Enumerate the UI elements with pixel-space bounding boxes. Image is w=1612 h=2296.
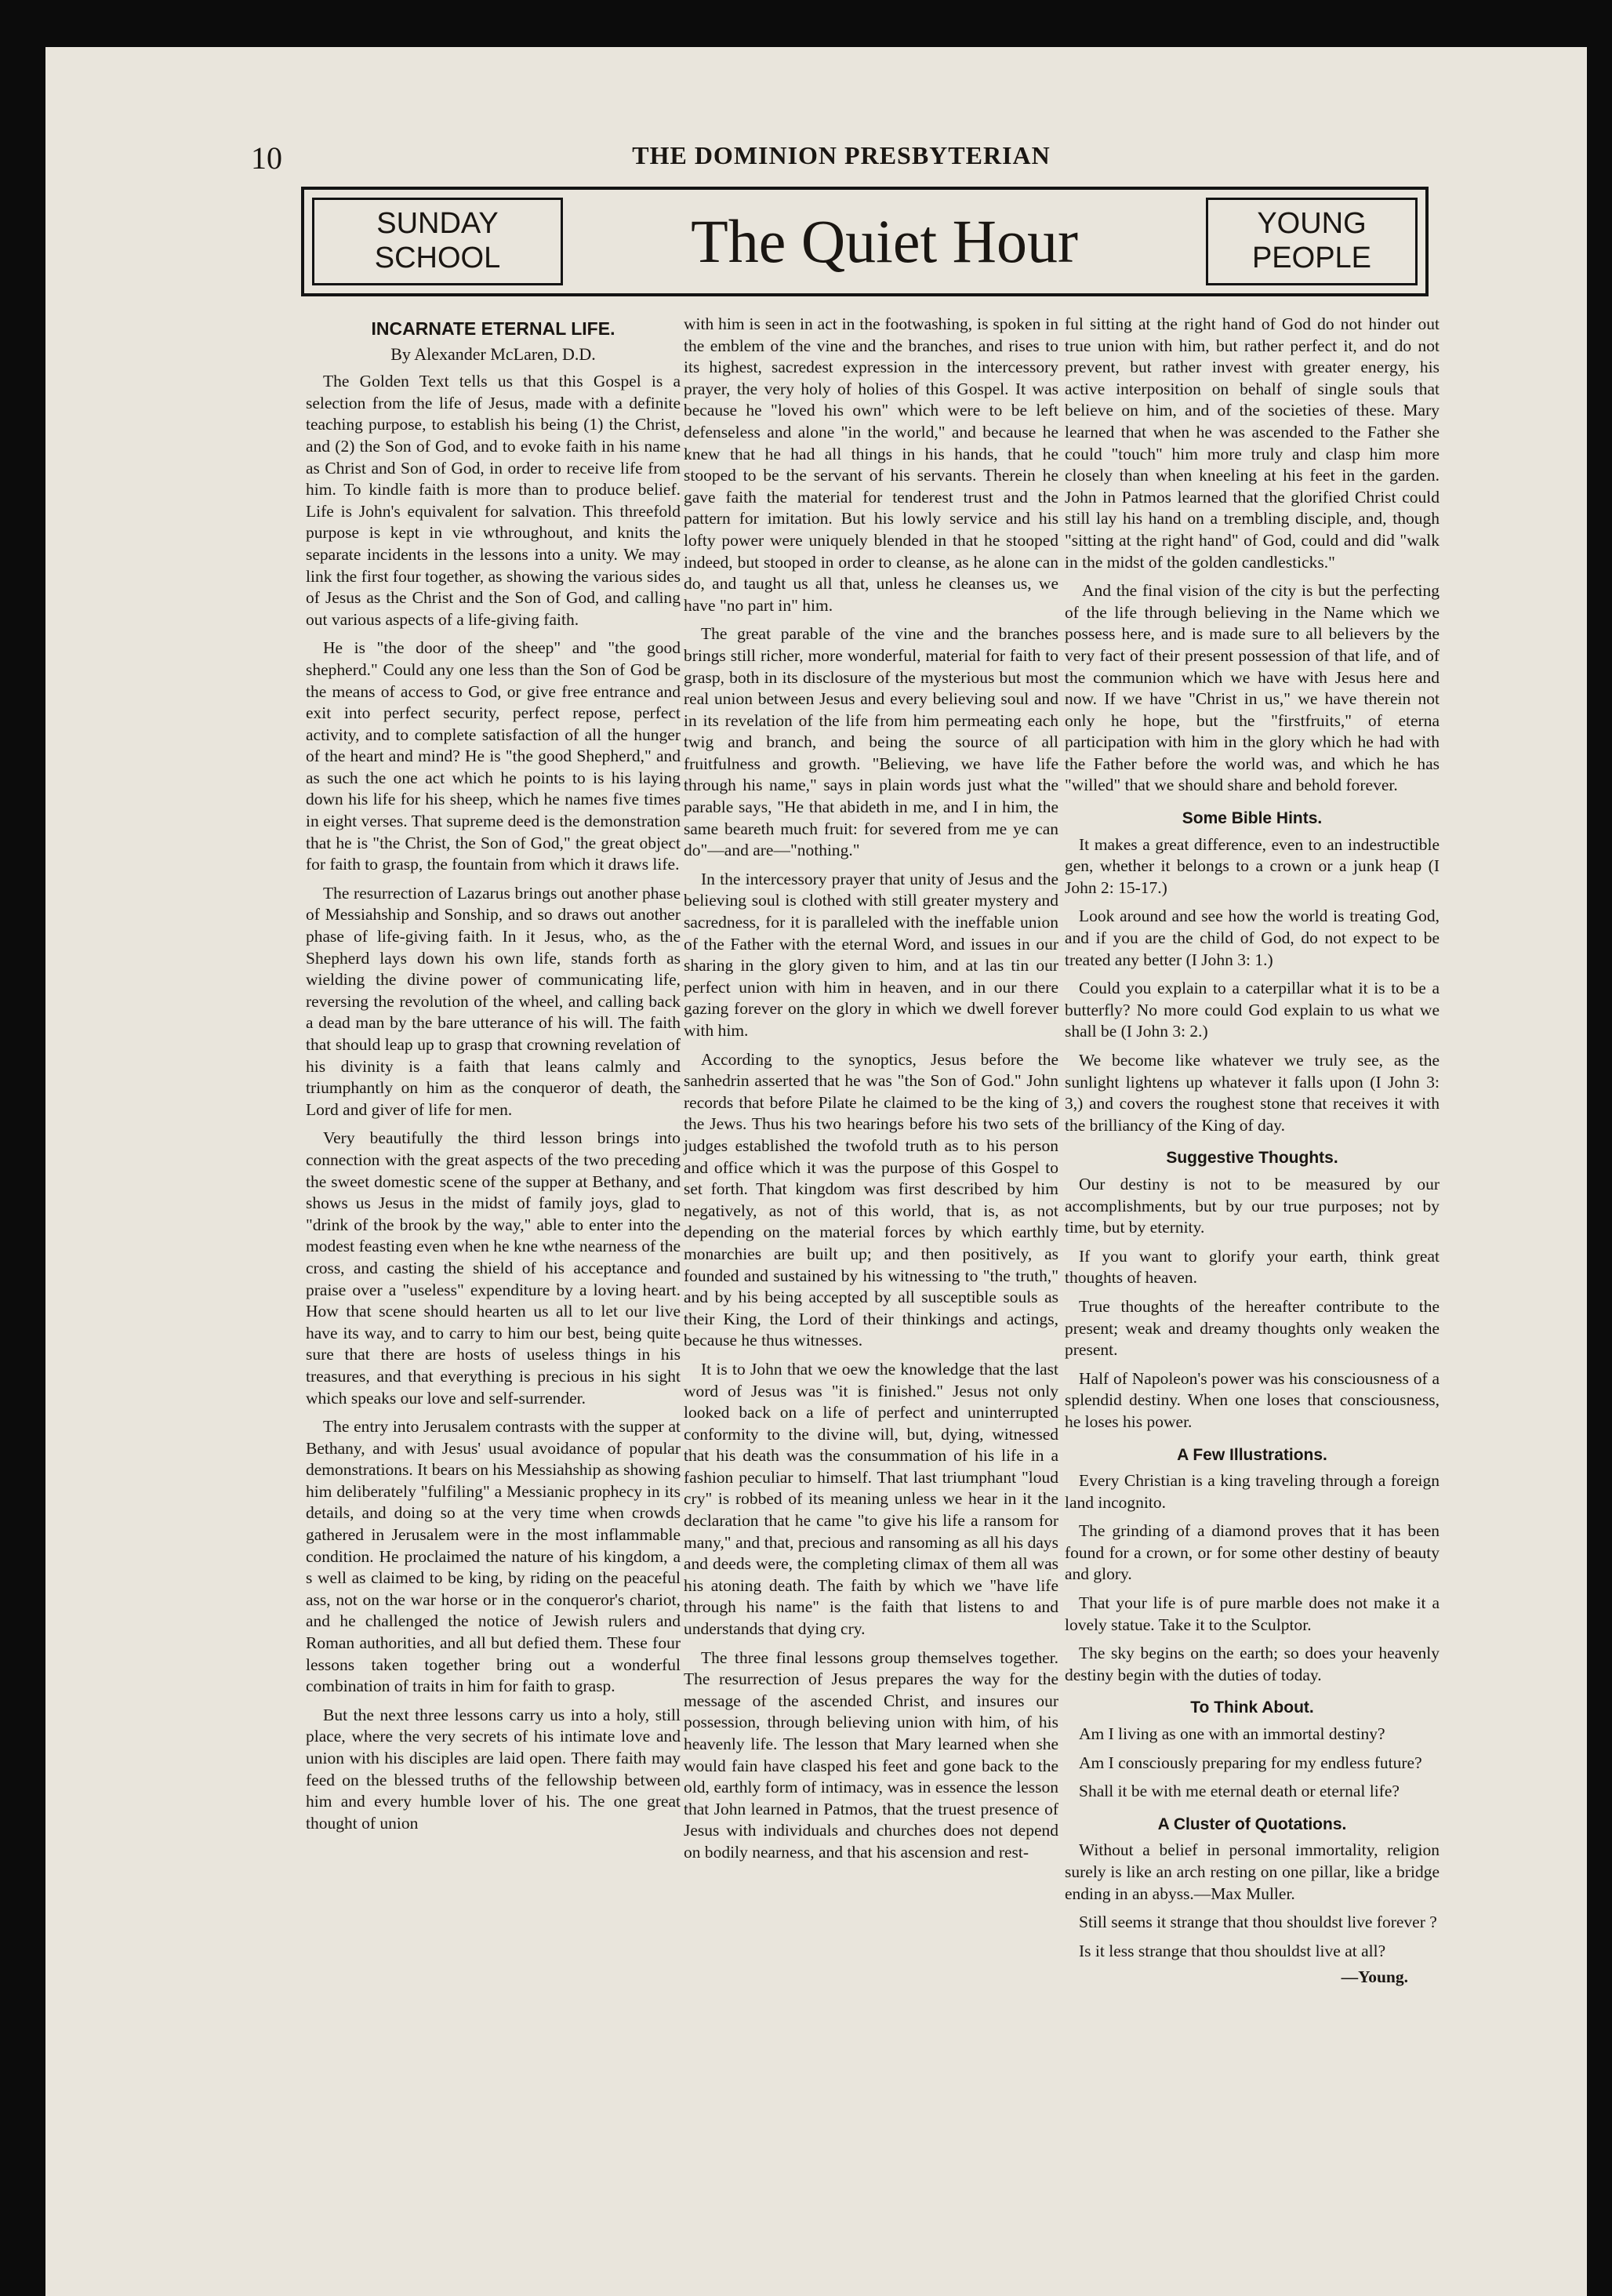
illustration-item: The sky begins on the earth; so does your heavenly destiny begin with the duties of today.: [1065, 1644, 1440, 1684]
hint-item: It makes a great difference, even to an indestructible gen, whether it belongs to a crown or a junk heap (I John 2: 15-17.): [1065, 834, 1440, 897]
quotation-item: Without a belief in personal immortality, religion surely is like an arch resting on one pillar, like a bridge ending in an abyss.—Max Muller.: [1065, 1840, 1440, 1903]
illustrations-heading: A Few Illustrations.: [1177, 1445, 1327, 1464]
column-1: [306, 314, 681, 1834]
hint-item: We become like whatever we truly see, as the sunlight lightens up whatever it falls upon (I John 3: 3,) and covers the roughest stone that receives it with the brilliancy of the King of day.: [1065, 1051, 1440, 1135]
section-title: The Quiet Hour: [691, 207, 1078, 275]
thoughts-heading: Suggestive Thoughts.: [1166, 1149, 1338, 1168]
paragraph: And the final vision of the city is but the perfecting of the life through believing in the Name which we possess here, and is made sure to all believers by the very fact of their present possession of that life, and of the communion which we have with Jesus here and now. If we have "Christ in us," we have therein not only he hope, but the "firstfruits," of eterna participation with him in the glory which he had with the Father before the world was, and which he has "willed" that we should share and behold forever.: [1065, 581, 1440, 795]
paragraph: Very beautifully the third lesson brings into connection with the great aspects of the two preceding the sweet domestic scene of the supper at Bethany, and shows us Jesus in the midst of family joys, glad to "drink of the brook by the way," able to enter into the modest feasting even when he kne wthe nearness of the cross, and casting the shield of his acceptance and praise over a "useless" expenditure by a loving heart. How that scene should hearten us all to let our live have its way, and to carry to him our best, being quite sure that there are hosts of useless things in his treasures, and that everything is precious in his sight which speaks our love and self-surrender.: [306, 1128, 681, 1408]
think-about-heading: To Think About.: [1190, 1698, 1314, 1717]
banner-right-line2: PEOPLE: [1251, 242, 1372, 274]
hints-section: [1065, 808, 1440, 1989]
thought-item: True thoughts of the hereafter contribute to the present; weak and dreamy thoughts only weaken the present.: [1065, 1296, 1440, 1360]
paragraph: The three final lessons group themselves together. The resurrection of Jesus prepares the way for the message of the ascended Christ, and insures our possession, through believing union with him, of his heavenly life. The lesson that Mary learned when she would fain have clasped his feet and gone back to the old, earthly form of intimacy, was in essence the lesson that John learned in Patmos, that the truest presence of Jesus with individuals and churches does not depend on bodily nearness, and that his ascension and rest-: [684, 1648, 1058, 1862]
quotation-attribution: —Young.: [1341, 1967, 1408, 1987]
paragraph: In the intercessory prayer that unity of Jesus and the believing soul is clothed with still greater mystery and sacredness, for it is paralleled with the ineffable union of the Father with the eternal Word, and issues in our sharing in the glory given to him, and at las tin our perfect union with him in heaven, and in our there gazing forever on the glory in which we dwell forever with him.: [684, 869, 1058, 1040]
illustration-item: That your life is of pure marble does not make it a lovely statue. Take it to the Sculptor.: [1065, 1593, 1440, 1634]
hint-item: Look around and see how the world is treating God, and if you are the child of God, do not expect to be treated any better (I John 3: 1.): [1065, 906, 1440, 969]
paragraph: The great parable of the vine and the branches brings still richer, more wonderful, material for faith to grasp, both in its disclosure of the mysterious but most real union between Jesus and every believing soul and in its revelation of the life from him permeating each twig and branch, and being the source of all fruitfulness and growth. "Believing, we have life through his name," says in plain words just what the parable says, "He that abideth in me, and I in him, the same beareth much fruit: for severed from me ye can do"—and are—"nothing.": [684, 624, 1058, 860]
illustration-item: Every Christian is a king traveling through a foreign land incognito.: [1065, 1471, 1440, 1512]
banner-left-line2: SCHOOL: [374, 242, 501, 274]
column-3: [1065, 314, 1440, 1989]
paragraph: It is to John that we oew the knowledge that the last word of Jesus was "it is finished." Jesus not only looked back on a life of perfect and uninterrupted conformity to the divine will, but, dying, witnessed that his death was the consummation of his life in a fashion peculiar to himself. That last triumphant "loud cry" is robbed of its meaning unless we hear in it the declaration that he came "to give his life a ransom for many," and that, precious and ransoming as all his days and deeds were, the completing climax of them all was his atoning death. The faith by which we "have life through his name" is the faith that listens to and understands that dying cry.: [684, 1359, 1058, 1639]
quotations-heading: A Cluster of Quotations.: [1157, 1815, 1347, 1833]
section-banner: [301, 187, 1429, 296]
article-byline: By Alexander McLaren, D.D.: [390, 343, 596, 364]
paragraph: The resurrection of Lazarus brings out another phase of Messiahship and Sonship, and so draws out another phase of life-giving faith. In it Jesus, who, as the Shepherd lays down his own life, stands forth as wielding the divine power of communicating life, reversing the revolution of the wheel, and calling back a dead man by the bare utterance of his will. The faith that should leap up to grasp that crowning revelation of his divinity is a faith that leans calmly and triumphantly on him as the conqueror of death, the Lord and giver of life for men.: [306, 883, 681, 1119]
hint-item: Could you explain to a caterpillar what it is to be a butterfly? No more could God explain to us what we shall be (I John 3: 2.): [1065, 979, 1440, 1041]
sunday-school-box: [312, 198, 563, 285]
question-item: Am I consciously preparing for my endless future?: [1079, 1753, 1422, 1772]
question-item: Am I living as one with an immortal destiny?: [1079, 1724, 1385, 1744]
thought-item: If you want to glorify your earth, think great thoughts of heaven.: [1065, 1246, 1440, 1288]
banner-left-line1: SUNDAY: [376, 207, 499, 241]
banner-right-line1: YOUNG: [1257, 207, 1367, 241]
thought-item: Our destiny is not to be measured by our accomplishments, but by our true purposes; not by time, but by eternity.: [1065, 1174, 1440, 1237]
hints-heading: Some Bible Hints.: [1182, 809, 1323, 828]
paragraph: The entry into Jerusalem contrasts with the supper at Bethany, and with Jesus' usual avoidance of popular demonstrations. It bears on his Messiahship as showing him deliberately "fulfiling" a Messianic prophecy in its details, and doing so at the very time when crowds gathered in Jerusalem were in the most inflammable condition. He proclaimed the nature of his kingdom, a s well as claimed to be king, by riding on the peaceful ass, not on the war horse or in the conqueror's chariot, and he challenged the notice of Jewish rulers and Roman authorities, and all but defied them. These four lessons taken together bring out a wonderful combination of traits in him for faith to grasp.: [306, 1417, 681, 1696]
page-header: [251, 140, 1432, 187]
paragraph: According to the synoptics, Jesus before the sanhedrin asserted that he was "the Son of God." John records that before Pilate he claimed to be the king of the Jews. Thus his two hearings before his two sets of judges established the twofold truth as to his person and office which it was the purpose of this Gospel to set forth. That kingdom was first described by him negatively, as not of this world, that is, as not depending on the material forces by which earthly monarchies are built up; and then positively, as founded and sustained by his witnessing to "the truth," and by his being accepted by all susceptible souls as their King, the Lord of their thinkings and actings, because he thus witnesses.: [684, 1049, 1058, 1350]
illustration-item: The grinding of a diamond proves that it has been found for a crown, or for some other destiny of beauty and glory.: [1065, 1521, 1440, 1584]
thought-item: Half of Napoleon's power was his consciousness of a splendid destiny. When one loses that consciousness, he loses his power.: [1065, 1368, 1440, 1431]
paragraph: The Golden Text tells us that this Gospel is a selection from the life of Jesus, made with a definite teaching purpose, to establish his being (1) the Christ, and (2) the Son of God, and to evoke faith in his name as Christ and Son of God, in order to receive life from him. To kindle faith is more than to produce belief. Life is John's equivalent for salvation. This threefold purpose is kept in vie wthroughout, and knits the separate incidents in the lessons into a unity. We may link the first four together, as showing the various sides of Jesus as the Christ and the Son of God, and calling out various aspects of a life-giving faith.: [306, 372, 681, 629]
quotation-item: Still seems it strange that thou shouldst live forever ?: [1079, 1913, 1437, 1932]
quotation-item: Is it less strange that thou shouldst live at all?: [1079, 1941, 1386, 1960]
paragraph: with him is seen in act in the footwashing, is spoken in the emblem of the vine and the branches, and rises to its highest, sacredest expression in the intercessory prayer, the very holy of holies of this Gospel. It was because he "loved his own" which were to be left defenseless and alone "in the world," and because he knew that he had all things in his hands, that he stooped to be the servant of his servants. Therein he gave faith the material for tenderest trust and the pattern for imitation. But his lowly service and his lofty power were uniquely blended in that he stooped indeed, but stooped in order to cleanse, as he alone can do, and taught us all that, unless he cleanses us, we have "no part in" him.: [684, 314, 1058, 615]
young-people-box: [1206, 198, 1418, 285]
question-item: Shall it be with me eternal death or eternal life?: [1079, 1782, 1400, 1801]
page-number: 10: [251, 140, 282, 176]
paragraph: He is "the door of the sheep" and "the good shepherd." Could any one less than the Son of God be the means of access to God, or give free entrance and exit into perfect security, perfect repose, perfect activity, and to complete satisfaction of all the hunger of the heart and mind? He is "the good Shepherd," and as such the one act which he points to is his laying down his life for his sheep, which he names five times in eight verses. That supreme deed is the demonstration that he is "the Christ, the Son of God," the great object for faith to grasp, the fountain from which it draws life.: [306, 638, 681, 874]
column-2: [684, 314, 1058, 1864]
journal-name: THE DOMINION PRESBYTERIAN: [632, 141, 1051, 169]
paragraph: But the next three lessons carry us into a holy, still place, where the very secrets of his intimate love and union with his disciples are laid open. There faith may feed on the blessed truths of the fellowship between him and every humble lover of his. The one great thought of union: [306, 1705, 681, 1833]
article-title: INCARNATE ETERNAL LIFE.: [371, 318, 615, 339]
paragraph: ful sitting at the right hand of God do not hinder out true union with him, but rather perfect it, and do not prevent, but rather invest with greater energy, his active interposition on behalf of single souls that believe on him, and of the societies of these. Mary learned that when he was ascended to the Father she could "touch" him more truly and clasp him more closely than when kneeling at his feet in the garden. John in Patmos learned that the glorified Christ could still lay his hand on a trembling disciple, and, though "sitting at the right hand" of God, could and did "walk in the midst of the golden candlesticks.": [1065, 314, 1440, 572]
